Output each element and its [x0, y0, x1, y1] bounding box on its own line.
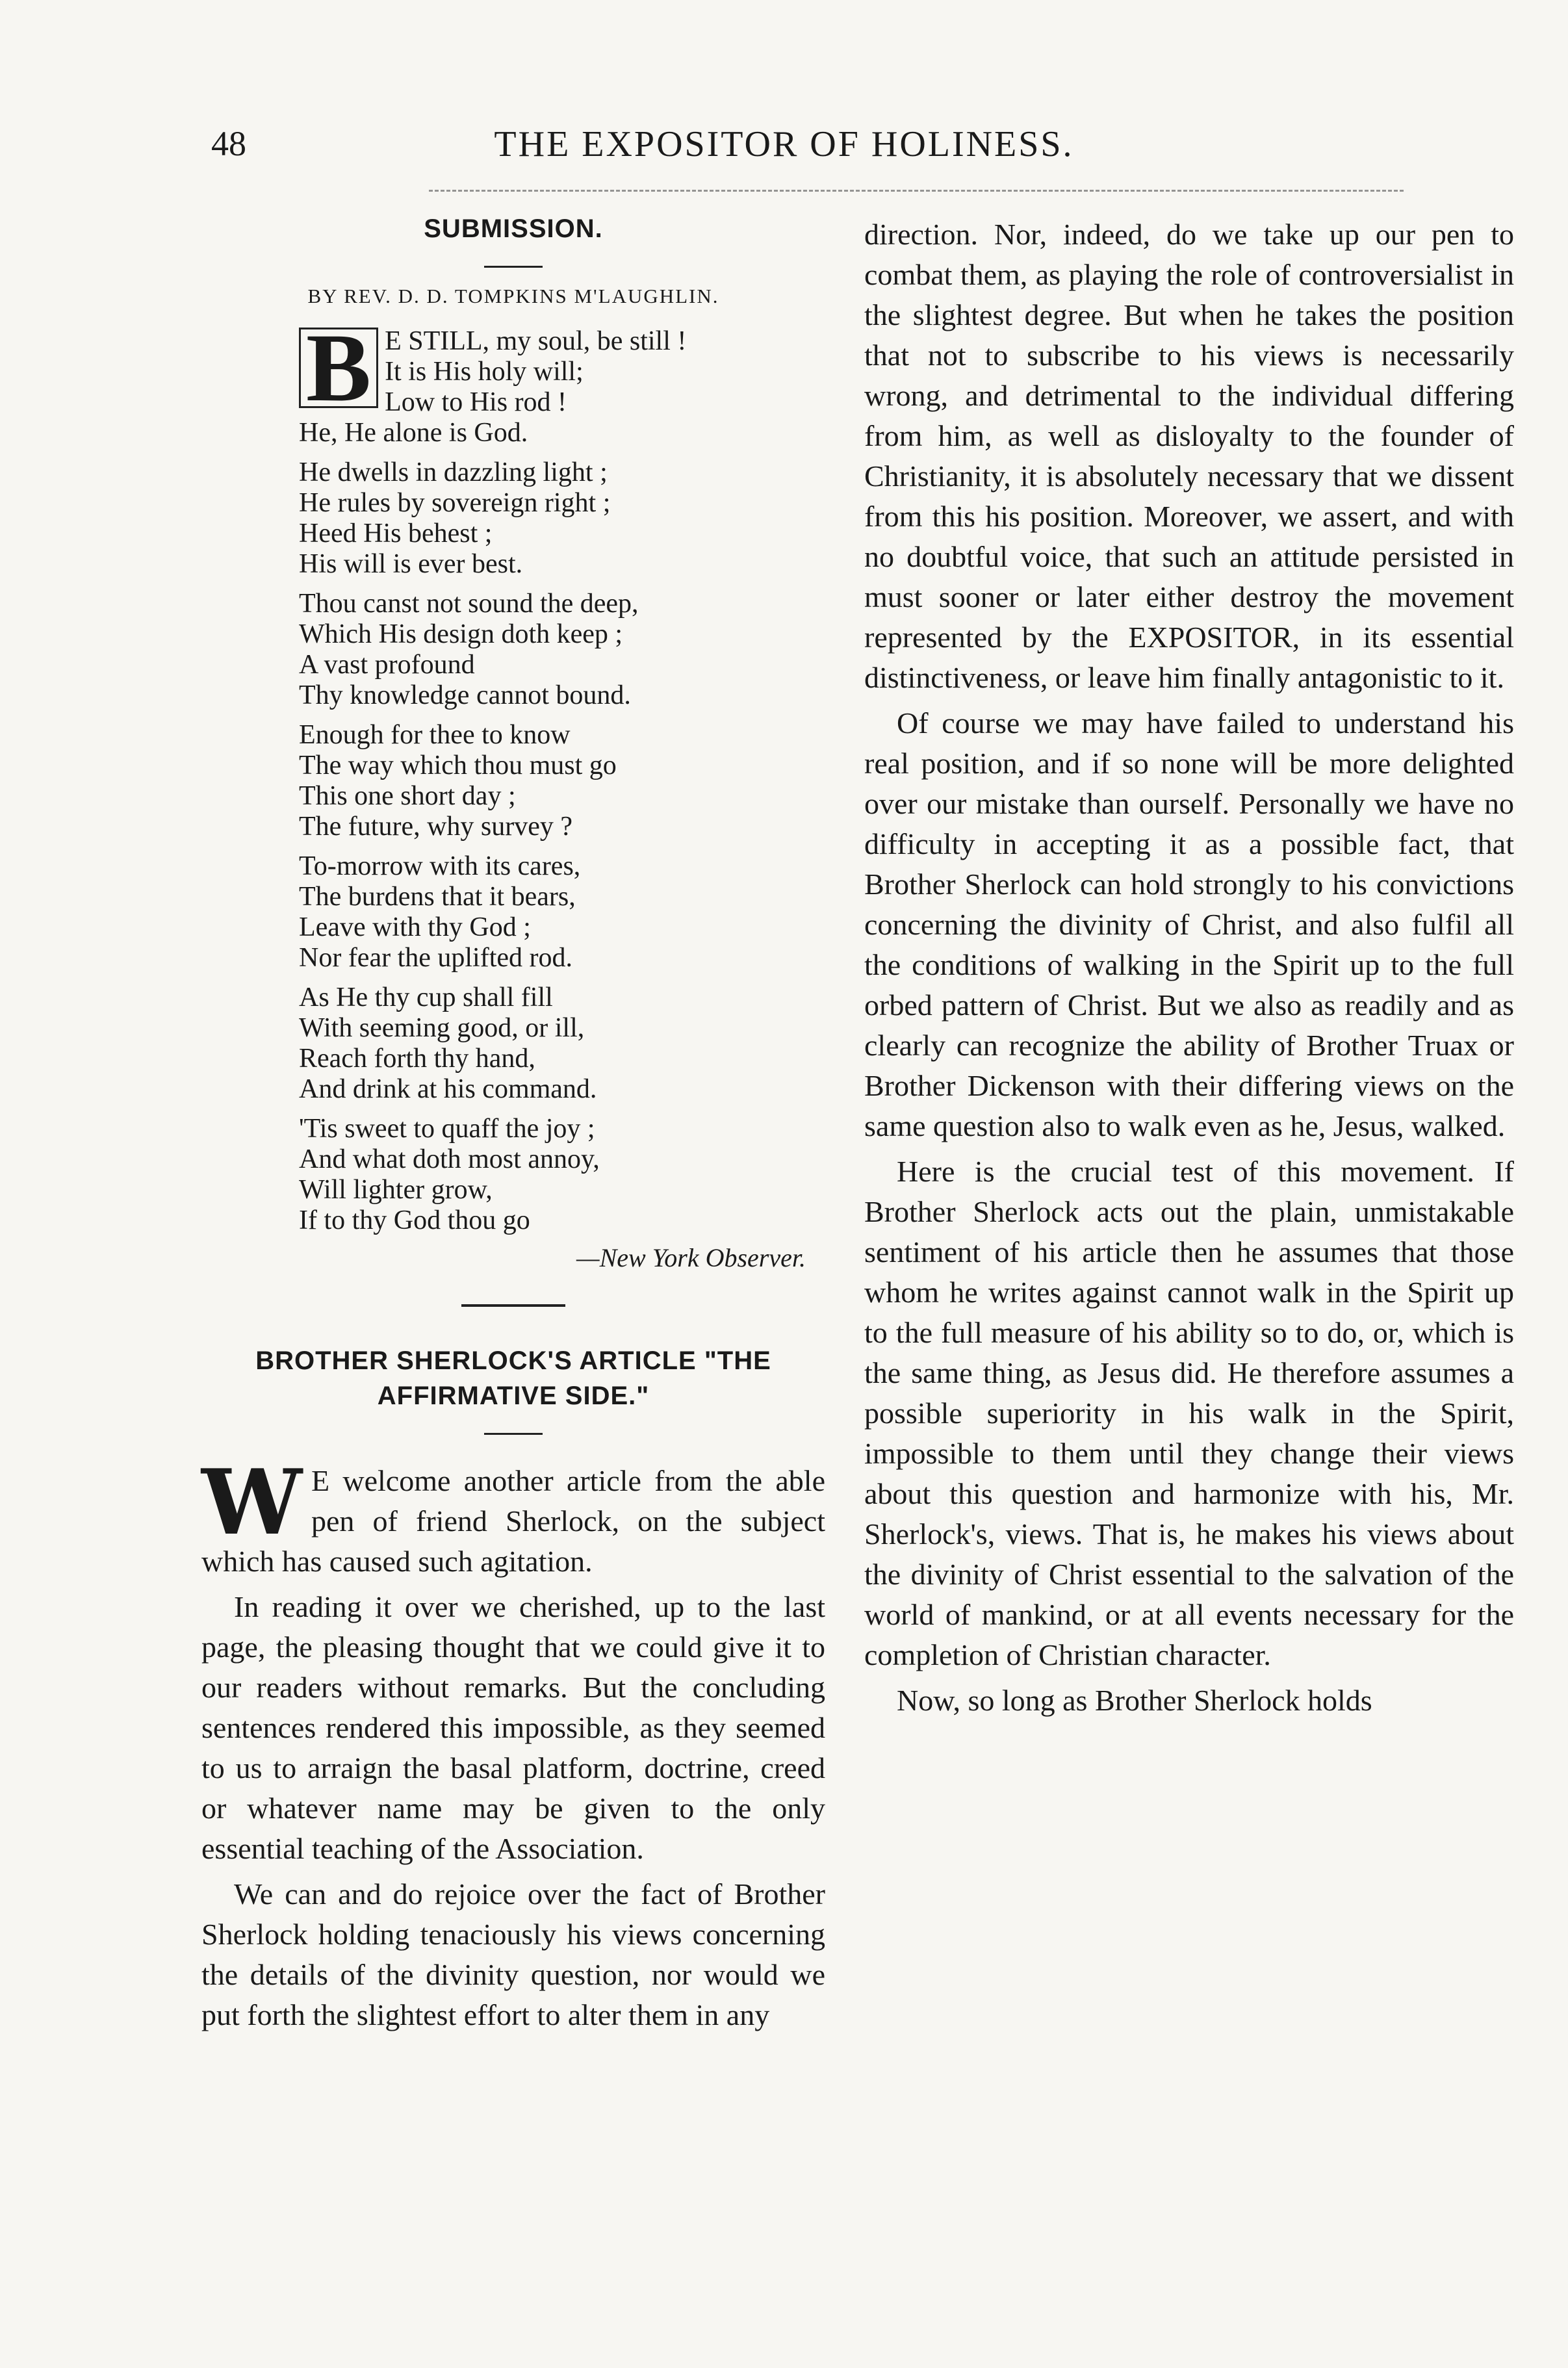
stanza [299, 314, 825, 448]
poem-line: E STILL, my soul, be still ! [385, 326, 687, 356]
poem-line: Leave with thy God ; [299, 912, 531, 942]
poem-line: Enough for thee to know [299, 720, 571, 750]
poem-line: The future, why survey ? [299, 812, 573, 842]
title-rule [484, 266, 543, 268]
article-body-left [201, 1449, 825, 2035]
poem-line: Which His design doth keep ; [299, 619, 623, 649]
right-column [864, 214, 1514, 1721]
stanza [299, 457, 825, 580]
poem-line: Reach forth thy hand, [299, 1044, 535, 1074]
poem-byline: BY REV. D. D. TOMPKINS M'LAUGHLIN. [307, 285, 719, 307]
poem-line: With seeming good, or ill, [299, 1013, 585, 1043]
article-paragraph: W E welcome another article from the able pen of friend Sherlock, on the subject which has caused such agitation. [201, 1449, 825, 1578]
section-rule [461, 1304, 565, 1307]
poem-line: The burdens that it bears, [299, 882, 576, 912]
poem-line: 'Tis sweet to quaff the joy ; [299, 1114, 595, 1144]
poem-line: Heed His behest ; [299, 519, 493, 548]
running-title: THE EXPOSITOR OF HOLINESS. [494, 124, 1074, 164]
poem-line: If to thy God thou go [299, 1205, 530, 1235]
article-paragraph: Here is the crucial test of this movement. If Brother Sherlock acts out the plain, unmistakable sentiment of his article then he assumes that those whom he writes against cannot walk in the Spirit up to the full measure of his ability so to do, or, which is the same thing, as Jesus did. He therefore assumes a possible superiority in his walk in the Spirit, impossible to them until they change their views about this question and harmonize with his, Mr. Sherlock's, views. That is, he makes his views about the divinity of Christ essential to the salvation of the world of mankind, or at all events necessary for the completion of Christian character. [864, 1155, 1514, 1671]
poem-line: Low to His rod ! [385, 387, 567, 417]
article-dropcap: W [201, 1449, 302, 1555]
poem-line: As He thy cup shall fill [299, 983, 553, 1012]
poem-line: He rules by sovereign right ; [299, 488, 611, 518]
article-paragraph: Now, so long as Brother Sherlock holds [897, 1684, 1372, 1717]
poem-line: This one short day ; [299, 781, 516, 811]
article-title-rule [484, 1433, 543, 1435]
poem-line: A vast profound [299, 650, 475, 680]
article-title: BROTHER SHERLOCK'S ARTICLE "THE AFFIRMATIVE SIDE." [255, 1346, 771, 1410]
poem-dropcap: B [299, 328, 378, 408]
poem-title: SUBMISSION. [424, 214, 603, 243]
article-paragraph: direction. Nor, indeed, do we take up our pen to combat them, as playing the role of controversialist in the slightest degree. But when he takes the position that not to subscribe to his views is necessarily wrong, and detrimental to the individual differing from him, as well as disloyalty to the founder of Christianity, it is absolutely necessary that we dissent from this his position. Moreover, we assert, and with no doubtful voice, that such an attitude persisted in must sooner or later either destroy the movement represented by the EXPOSITOR, in its essential distinctiveness, or leave him finally antagonistic to it. [864, 218, 1514, 694]
article-paragraph: We can and do rejoice over the fact of Brother Sherlock holding tenaciously his views concerning the details of the divinity question, nor would we put forth the slightest effort to alter them in any [201, 1877, 825, 2031]
stanza [299, 589, 825, 711]
left-column [201, 214, 825, 2035]
poem-body [299, 314, 825, 1236]
article-paragraph: In reading it over we cherished, up to the last page, the pleasing thought that we could give it to our readers without remarks. But the concluding sentences rendered this impossible, as they seemed to us to arraign the basal platform, doctrine, creed or whatever name may be given to the only essential teaching of the Association. [201, 1590, 825, 1865]
stanza [299, 983, 825, 1105]
poem-line: Will lighter grow, [299, 1175, 493, 1205]
poem-line: He, He alone is God. [299, 418, 528, 448]
poem-line: And what doth most annoy, [299, 1144, 600, 1174]
stanza [299, 720, 825, 842]
article-body-right [864, 214, 1514, 1721]
page-number: 48 [211, 124, 246, 163]
poem-line: Thou canst not sound the deep, [299, 589, 639, 619]
header-rule [429, 190, 1404, 192]
poem-line: And drink at his command. [299, 1074, 597, 1104]
poem-line: He dwells in dazzling light ; [299, 457, 608, 487]
poem-line: The way which thou must go [299, 751, 617, 780]
poem-line: Thy knowledge cannot bound. [299, 680, 631, 710]
article-paragraph: Of course we may have failed to understand his real position, and if so none will be more delighted over our mistake than ourself. Personally we have no difficulty in accepting it as a possible fact, that Brother Sherlock can hold strongly to his convictions concerning the divinity of Christ, and also fulfil all the conditions of walking in the Spirit up to the full orbed pattern of Christ. But we also as readily and as clearly can recognize the ability of Brother Truax or Brother Dickenson with their differing views on the same question also to walk even as he, Jesus, walked. [864, 706, 1514, 1142]
poem-line: It is His holy will; [385, 357, 584, 387]
poem-line: His will is ever best. [299, 549, 523, 579]
poem-line: Nor fear the uplifted rod. [299, 943, 573, 973]
page-header [0, 123, 1568, 175]
stanza [299, 1114, 825, 1236]
stanza [299, 851, 825, 973]
poem-line: To-morrow with its cares, [299, 851, 581, 881]
poem-attribution: —New York Observer. [576, 1243, 806, 1272]
